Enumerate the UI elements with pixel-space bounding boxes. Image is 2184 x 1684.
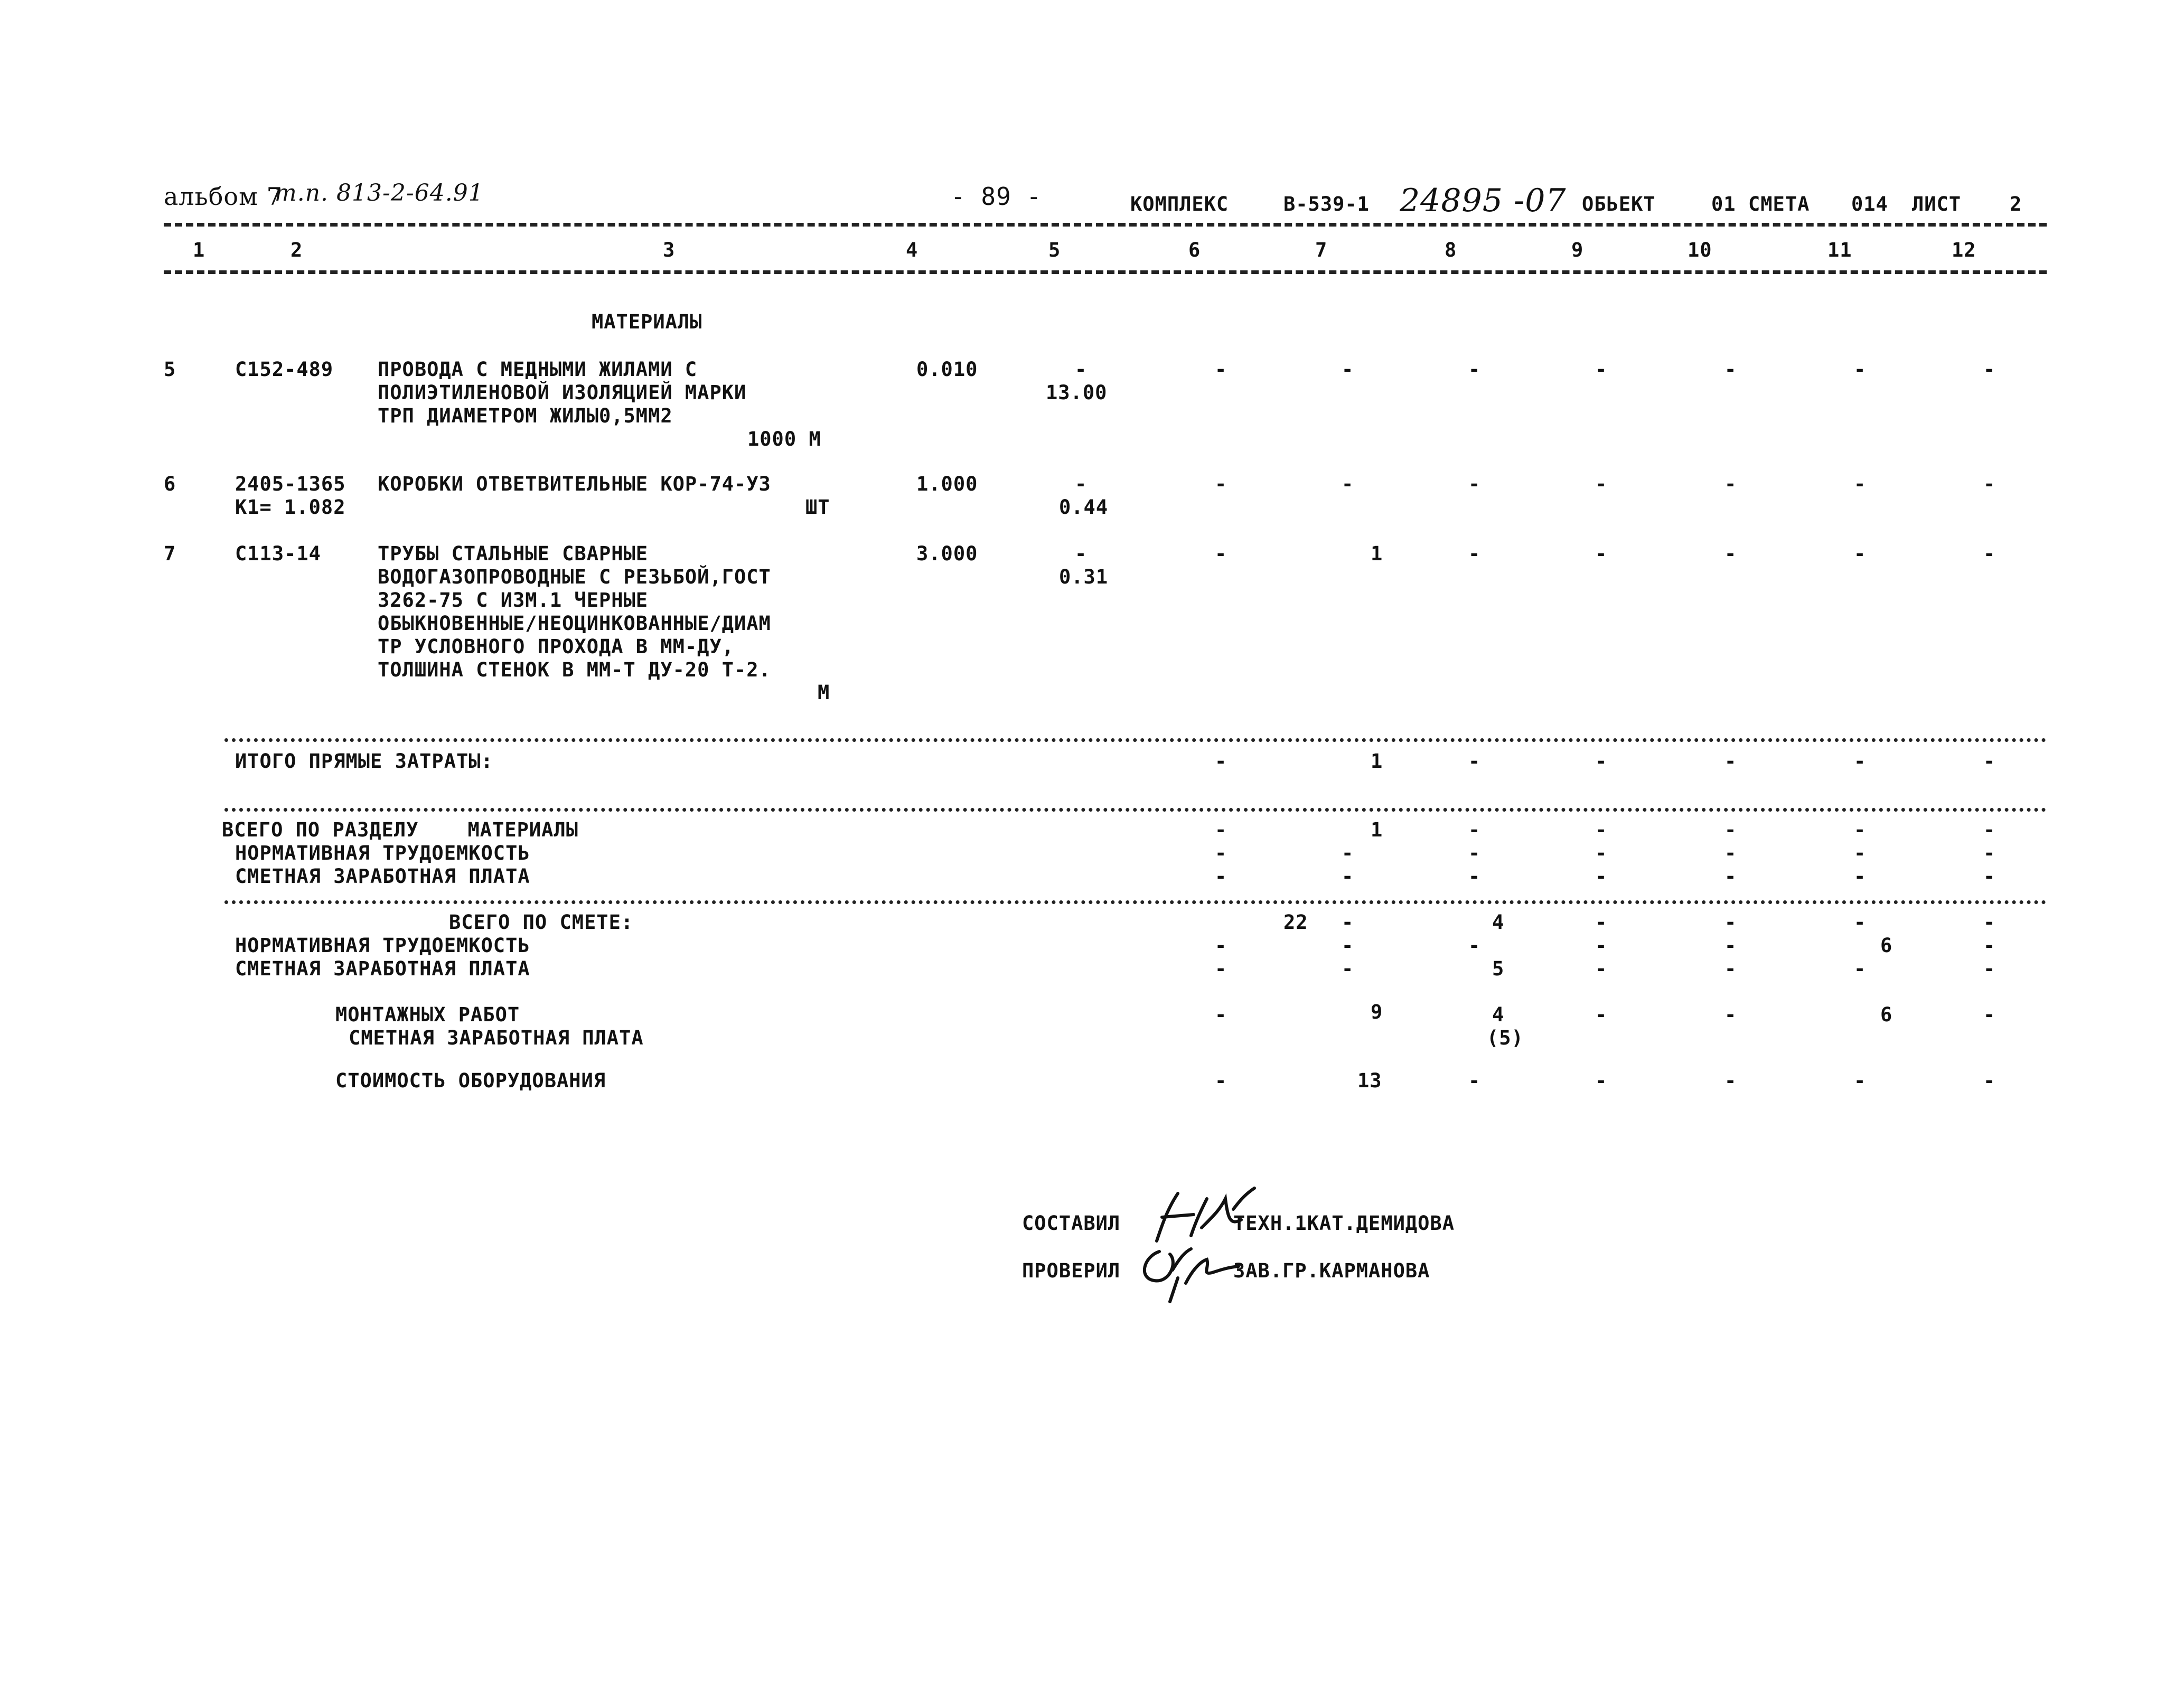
row-quantity: 3.000 — [916, 542, 978, 565]
description-line: ОБЫКНОВЕННЫЕ/НЕОЦИНКОВАННЫЕ/ДИАМ — [378, 612, 771, 635]
install-wage-label: СМЕТНАЯ ЗАРАБОТНАЯ ПЛАТА — [349, 1027, 644, 1049]
object-label: ОБЬЕКТ — [1582, 193, 1656, 215]
install-works-label: МОНТАЖНЫХ РАБОТ — [335, 1003, 520, 1026]
column-number: 12 — [1952, 239, 1976, 261]
row-code: 2405-1365 — [235, 473, 346, 495]
cell-col12: - — [1983, 911, 1996, 934]
cell-col8: - — [1468, 865, 1481, 888]
cell-col12: - — [1983, 542, 1996, 565]
album-label: альбом 7 — [164, 182, 283, 211]
cell-col7: 1 — [1371, 542, 1383, 565]
cell-col12: - — [1983, 957, 1996, 980]
cell-col11: - — [1854, 750, 1867, 773]
estimate-labor-label: НОРМАТИВНАЯ ТРУДОЕМКОСТЬ — [235, 934, 530, 957]
project-code: т.п. 813-2-64.91 — [275, 180, 484, 206]
row-price-top: - — [1075, 473, 1088, 495]
cell-col10: - — [1724, 819, 1737, 841]
cell-col7: - — [1342, 865, 1354, 888]
compiled-label: СОСТАВИЛ — [1022, 1212, 1121, 1235]
cell-col12: - — [1983, 865, 1996, 888]
compiled-by: ТЕХН.1КАТ.ДЕМИДОВА — [1233, 1212, 1455, 1235]
cell-col11: - — [1854, 911, 1867, 934]
cell-col9: - — [1595, 473, 1608, 495]
cell-col11: - — [1854, 957, 1867, 980]
cell-col11: - — [1854, 865, 1867, 888]
cell-col12: - — [1983, 358, 1996, 381]
row-number: 6 — [164, 473, 176, 495]
cell-col12: - — [1983, 842, 1996, 864]
cell-col11: - — [1854, 842, 1867, 864]
cell-col8: - — [1468, 358, 1481, 381]
cell-col9: - — [1595, 865, 1608, 888]
cell-col9: - — [1595, 819, 1608, 841]
section-labor-label: НОРМАТИВНАЯ ТРУДОЕМКОСТЬ — [235, 842, 530, 864]
cell-col6: - — [1215, 542, 1227, 565]
cell-col7: 1 — [1371, 819, 1383, 841]
row-price: 0.44 — [1059, 496, 1109, 519]
cell-col10: - — [1724, 750, 1737, 773]
cell-col9: - — [1595, 1003, 1608, 1026]
cell-col8: 4 — [1492, 1003, 1505, 1026]
description-line: ПОЛИЭТИЛЕНОВОЙ ИЗОЛЯЦИЕЙ МАРКИ — [378, 381, 747, 404]
row-price-top: - — [1075, 358, 1088, 381]
estimate-label: СМЕТА — [1748, 193, 1810, 215]
cell-col9: - — [1595, 911, 1608, 934]
cell-col11: - — [1854, 542, 1867, 565]
column-number: 11 — [1827, 239, 1852, 261]
cell-col9: - — [1595, 842, 1608, 864]
cell-col7: - — [1342, 934, 1354, 957]
cell-col12: - — [1983, 934, 1996, 957]
cell-col10: - — [1724, 358, 1737, 381]
description-line: ТРП ДИАМЕТРОМ ЖИЛЫ0,5ММ2 — [378, 404, 673, 427]
cell-col11: - — [1854, 358, 1867, 381]
estimate-wage-label: СМЕТНАЯ ЗАРАБОТНАЯ ПЛАТА — [235, 957, 530, 980]
cell-col7: - — [1342, 911, 1354, 934]
description-line: ТР УСЛОВНОГО ПРОХОДА В ММ-ДУ, — [378, 635, 735, 658]
column-number: 4 — [906, 239, 918, 261]
cell-col10: - — [1724, 934, 1737, 957]
cell-col11: - — [1854, 473, 1867, 495]
cell-col8: - — [1468, 542, 1481, 565]
cell-col11: - — [1854, 1069, 1867, 1092]
cell-col8: 5 — [1492, 957, 1505, 980]
header-rule-bottom — [164, 270, 2047, 274]
row-price: 13.00 — [1046, 381, 1108, 404]
cell-col10: - — [1724, 542, 1737, 565]
section-wage-label: СМЕТНАЯ ЗАРАБОТНАЯ ПЛАТА — [235, 865, 530, 888]
column-number: 5 — [1048, 239, 1061, 261]
section-title: МАТЕРИАЛЫ — [592, 311, 702, 333]
cell-col6: - — [1215, 842, 1227, 864]
cell-col10: - — [1724, 957, 1737, 980]
row-description: КОРОБКИ ОТВЕТВИТЕЛЬНЫЕ КОР-74-У3 — [378, 473, 771, 495]
cell-col7: - — [1342, 473, 1354, 495]
cell-col7: - — [1342, 358, 1354, 381]
page-number: - 89 - — [951, 182, 1042, 211]
cell-col6: - — [1215, 1069, 1227, 1092]
row-number: 5 — [164, 358, 176, 381]
column-number: 7 — [1315, 239, 1328, 261]
description-line: ТРУБЫ СТАЛЬНЫЕ СВАРНЫЕ — [378, 542, 649, 565]
cell-col10: - — [1724, 473, 1737, 495]
row-price: 0.31 — [1059, 566, 1109, 588]
column-number: 3 — [663, 239, 676, 261]
equipment-cost-label: СТОИМОСТЬ ОБОРУДОВАНИЯ — [335, 1069, 606, 1092]
estimate-value: 014 — [1851, 193, 1888, 215]
column-number: 8 — [1445, 239, 1457, 261]
totals-rule — [224, 900, 2047, 904]
row-quantity: 1.000 — [916, 473, 978, 495]
cell-col10: - — [1724, 865, 1737, 888]
column-number: 10 — [1688, 239, 1712, 261]
sheet-label: ЛИСТ — [1912, 193, 1962, 215]
description-line: ПРОВОДА С МЕДНЫМИ ЖИЛАМИ С — [378, 358, 698, 381]
cell-col8: - — [1468, 1069, 1481, 1092]
row-unit: 1000 М — [747, 428, 821, 450]
cell-col9: - — [1595, 957, 1608, 980]
cell-col7: 13 — [1357, 1069, 1382, 1092]
cell-col6: - — [1215, 934, 1227, 957]
totals-rule — [224, 738, 2047, 742]
cell-col8: - — [1468, 842, 1481, 864]
cell-col6: - — [1215, 819, 1227, 841]
row-code: С152-489 — [235, 358, 334, 381]
checked-signature — [1128, 1230, 1244, 1304]
cell-col8: - — [1468, 819, 1481, 841]
cell-col9: - — [1595, 542, 1608, 565]
cell-col7: 9 — [1371, 1001, 1383, 1023]
direct-costs-label: ИТОГО ПРЯМЫЕ ЗАТРАТЫ: — [235, 750, 493, 773]
section-total-label: ВСЕГО ПО РАЗДЕЛУ МАТЕРИАЛЫ — [222, 819, 579, 841]
cell-col8: - — [1468, 750, 1481, 773]
cell-col9: - — [1595, 1069, 1608, 1092]
cell-col11: 6 — [1880, 1003, 1893, 1026]
cell-col12: - — [1983, 750, 1996, 773]
cell-col8: 4 — [1492, 911, 1505, 934]
cell-col7: 1 — [1371, 750, 1383, 773]
cell-col6: - — [1215, 750, 1227, 773]
cell-col11: 6 — [1880, 934, 1893, 957]
cell-col6: - — [1215, 1003, 1227, 1026]
description-line: ВОДОГАЗОПРОВОДНЫЕ С РЕЗЬБОЙ,ГОСТ — [378, 566, 771, 588]
row-description — [378, 542, 771, 682]
cell-col8: - — [1468, 473, 1481, 495]
cell-col8: - — [1468, 934, 1481, 957]
cell-col11: - — [1854, 819, 1867, 841]
handwritten-number: 24895 -07 — [1400, 182, 1567, 219]
row-description — [378, 358, 746, 428]
cell-col7: - — [1342, 842, 1354, 864]
header-rule-top — [164, 223, 2047, 227]
description-line: ТОЛШИНА СТЕНОК В ММ-Т ДУ-20 Т-2. — [378, 658, 771, 681]
cell-col6: 22 — [1283, 911, 1308, 934]
sheet-value: 2 — [2010, 193, 2022, 215]
cell-col9: - — [1595, 750, 1608, 773]
column-number: 2 — [290, 239, 303, 261]
cell-col10: - — [1724, 911, 1737, 934]
checked-by: ЗАВ.ГР.КАРМАНОВА — [1233, 1259, 1430, 1282]
column-number: 9 — [1571, 239, 1584, 261]
description-line: 3262-75 С ИЗМ.1 ЧЕРНЫЕ — [378, 589, 649, 611]
cell-col10: - — [1724, 1069, 1737, 1092]
cell-col12: - — [1983, 473, 1996, 495]
column-number: 1 — [193, 239, 205, 261]
row-unit: М — [818, 681, 830, 704]
cell-col9: - — [1595, 934, 1608, 957]
row-price-top: - — [1075, 542, 1088, 565]
cell-col6: - — [1215, 473, 1227, 495]
cell-col12: - — [1983, 1069, 1996, 1092]
column-number: 6 — [1188, 239, 1201, 261]
row-unit: ШТ — [805, 496, 830, 519]
cell-col6: - — [1215, 865, 1227, 888]
cell-col6: - — [1215, 358, 1227, 381]
row-quantity: 0.010 — [916, 358, 978, 381]
cell-col6: - — [1215, 957, 1227, 980]
complex-code: В-539-1 — [1283, 193, 1370, 215]
row-coefficient: К1= 1.082 — [235, 496, 346, 519]
complex-label: КОМПЛЕКС — [1130, 193, 1229, 215]
cell-col10: - — [1724, 1003, 1737, 1026]
totals-rule — [224, 808, 2047, 812]
object-value: 01 — [1711, 193, 1736, 215]
cell-col7: - — [1342, 957, 1354, 980]
row-code: С113-14 — [235, 542, 321, 565]
cell-col12: - — [1983, 1003, 1996, 1026]
cell-col9: - — [1595, 358, 1608, 381]
install-wage-value: (5) — [1487, 1027, 1524, 1049]
checked-label: ПРОВЕРИЛ — [1022, 1259, 1121, 1282]
cell-col12: - — [1983, 819, 1996, 841]
row-number: 7 — [164, 542, 176, 565]
cell-col10: - — [1724, 842, 1737, 864]
estimate-total-label: ВСЕГО ПО СМЕТЕ: — [449, 911, 634, 934]
